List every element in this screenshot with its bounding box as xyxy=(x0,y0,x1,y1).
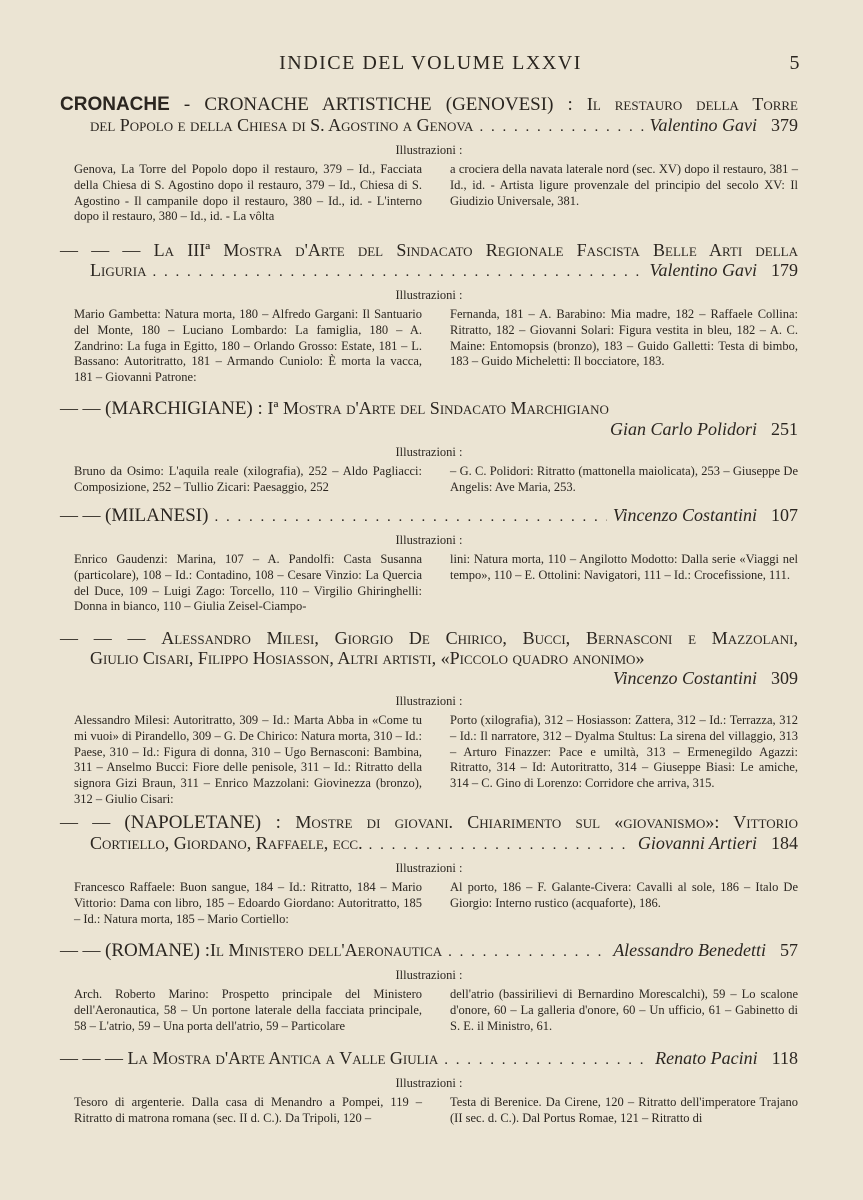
dash-marker: — — xyxy=(60,398,105,418)
entry-author: Vincenzo Costantini xyxy=(612,505,757,525)
illustrations-label: Illustrazioni : xyxy=(395,1076,463,1090)
illustrations-col-1: Tesoro di argenterie. Dalla casa di Menandro a Pompei, 119 – Ritratto di matrona romana (sec. II d. C.). Da Tripoli, 120 – xyxy=(74,1095,422,1125)
running-head-title: INDICE DEL VOLUME LXXVI xyxy=(279,52,582,74)
entry-heading-line xyxy=(60,240,798,260)
illustrations-label: Illustrazioni : xyxy=(395,694,463,708)
entry-author: Renato Pacini xyxy=(655,1048,758,1068)
illustrations-col-1: Francesco Raffaele: Buon sangue, 184 – Id.: Ritratto, 184 – Mario Vittorio: Dama con libro, 185 – Edoardo Giordano: Autoritratto, 185 – Id.: Natura morta, 185 – Mario Cortiello: xyxy=(74,880,422,926)
section-subtitle: (MARCHIGIANE) : xyxy=(105,398,268,419)
entry-heading-line xyxy=(60,1048,798,1070)
entry-title: Il restauro della Torre xyxy=(586,94,798,114)
entry-heading-line xyxy=(60,505,798,527)
entry-title: La IIIª Mostra d'Arte del Sindacato Regionale Fascista Belle Arti della xyxy=(153,240,798,260)
entry-title: Alessandro Milesi, Giorgio De Chirico, Bucci, Bernasconi e Mazzolani, xyxy=(161,628,799,648)
illustrations-col-2: lini: Natura morta, 110 – Angilotto Modotto: Dalla serie «Viaggi nel tempo», 110 – E. Ottolini: Navigatori, 111 – Id.: Crocefissione, 111. xyxy=(450,552,798,582)
dash-marker: — — xyxy=(60,812,125,832)
illustrations-list xyxy=(60,307,798,386)
illustrations-label: Illustrazioni : xyxy=(395,445,463,459)
entry-title: Iª Mostra d'Arte del Sindacato Marchigiano xyxy=(267,398,609,418)
illustrations-col-1: Arch. Roberto Marino: Prospetto principale del Ministero dell'Aeronautica, 58 – Un portone laterale della facciata principale, 58 – L'atrio, 59 – Una porta dell'atrio, 59 – Particolare xyxy=(74,987,422,1033)
entry-author: Valentino Gavi xyxy=(649,260,757,280)
entry-heading-line-2 xyxy=(60,260,798,282)
entry-title-cont: Cortiello, Giordano, Raffaele, ecc. xyxy=(90,833,363,853)
leader-dots xyxy=(448,942,607,962)
entry-title: La Mostra d'Arte Antica a Valle Giulia xyxy=(127,1048,439,1068)
entry-page: 309 xyxy=(771,668,798,688)
dash-marker: — — — xyxy=(60,1048,128,1068)
index-entry-napoletane xyxy=(60,812,798,927)
illustrations-col-1: Enrico Gaudenzi: Marina, 107 – A. Pandolfi: Casta Susanna (particolare), 108 – Id.: Contadino, 108 – Cesare Vinzio: La Quercia del Duce, 109 – Luigi Zago: Torcello, 110 – Virgilio Ghiringhelli: Donna in bianco, 110 – Giulia Zeisel-Ciampo- xyxy=(74,552,422,614)
illustrations-col-2: Al porto, 186 – F. Galante-Civera: Cavalli al sole, 186 – Italo De Giorgio: Interno rustico (acquaforte), 186. xyxy=(450,880,798,910)
illustrations-label: Illustrazioni : xyxy=(395,533,463,547)
illustrations-col-2: dell'atrio (bassirilievi di Bernardino Morescalchi), 59 – Lo scalone d'onore, 60 – La galleria d'onore, 60 – Un ufficio, 61 – Gabinetto di S. E. il Ministro, 61. xyxy=(450,987,798,1033)
index-entry-milanesi xyxy=(60,505,798,615)
entry-heading-line xyxy=(60,94,798,115)
illustrations-label: Illustrazioni : xyxy=(395,288,463,302)
index-entry-genovesi xyxy=(60,94,798,225)
illustrations-label: Illustrazioni : xyxy=(395,143,463,157)
entry-title-cont: del Popolo e della Chiesa di S. Agostino a Genova xyxy=(90,115,474,135)
illustrations-list xyxy=(60,987,798,1034)
running-head xyxy=(60,52,801,82)
entry-heading-line-2 xyxy=(60,833,798,855)
illustrations-col-2: – G. C. Polidori: Ritratto (mattonella maiolicata), 253 – Giuseppe De Angelis: Ave Maria, 253. xyxy=(450,464,798,494)
entry-heading-line xyxy=(60,628,798,648)
illustrations-list xyxy=(60,464,798,496)
leader-dots xyxy=(214,507,606,527)
index-entry-milesi xyxy=(60,628,798,808)
dash-marker: — — xyxy=(60,940,105,960)
illustrations-list xyxy=(60,162,798,225)
entry-page: 184 xyxy=(771,833,798,853)
illustrations-list xyxy=(60,1095,798,1127)
section-title: CRONACHE xyxy=(60,94,170,115)
dash-marker: — — — xyxy=(60,628,162,648)
entry-heading-line xyxy=(60,812,798,833)
entry-byline xyxy=(60,419,798,439)
illustrations-col-2: Porto (xilografia), 312 – Hosiasson: Zattera, 312 – Id.: Terrazza, 312 – Id.: Il narratore, 312 – Dyalma Stultus: La sirena del villaggio, 313 – Arturo Finazzer: Pace e umiltà, 313 – Ermenegildo Agazzi: Ritratto, 314 – Id: Autoritratto, 314 – Giuseppe Biasi: Le amiche, 314 – C. Gino di Lorenzo: Corridore che arriva, 315. xyxy=(450,713,798,791)
section-subtitle: (ROMANE) : xyxy=(105,940,211,961)
entry-title: Il Ministero dell'Aeronautica xyxy=(210,940,443,960)
entry-page: 379 xyxy=(771,115,798,135)
illustrations-list xyxy=(60,880,798,927)
dash-marker: — — xyxy=(60,505,105,525)
illustrations-col-1: Bruno da Osimo: L'aquila reale (xilografia), 252 – Aldo Pagliacci: Composizione, 252 – Tullio Zicari: Paesaggio, 252 xyxy=(74,464,422,494)
entry-title: Mostre di giovani. Chiarimento sul «giovanismo»: Vittorio xyxy=(295,812,799,832)
entry-heading-line xyxy=(60,398,798,419)
entry-title-cont: Giulio Cisari, Filippo Hosiasson, Altri artisti, «Piccolo quadro anonimo» xyxy=(90,648,645,668)
illustrations-col-1: Alessandro Milesi: Autoritratto, 309 – Id.: Marta Abba in «Come tu mi vuoi» di Pirandello, 309 – G. De Chirico: Natura morta, 310 – Id.: Paese, 310 – Id.: Figura di donna, 310 – Ugo Bernasconi: Bambina, 311 – Anselmo Bucci: Fiore delle penisole, 311 – Id.: Ritratto della signora Gizi Braun, 311 – Enrico Mazzolani: Giovinezza (bronzo), 312 – Giulio Cisari: xyxy=(74,713,422,806)
index-entry-valle-giulia xyxy=(60,1048,798,1127)
illustrations-label: Illustrazioni : xyxy=(395,968,463,982)
entry-page: 107 xyxy=(771,505,798,525)
section-subtitle: (MILANESI) xyxy=(105,505,209,526)
entry-author: Giovanni Artieri xyxy=(637,833,757,853)
index-entry-liguria xyxy=(60,240,798,386)
section-subtitle: (NAPOLETANE) : xyxy=(124,812,296,833)
leader-dots xyxy=(444,1050,649,1070)
entry-heading-line xyxy=(60,940,798,962)
entry-page: 251 xyxy=(771,419,798,439)
leader-dots xyxy=(479,117,643,137)
entry-page: 57 xyxy=(780,940,798,960)
index-entry-romane xyxy=(60,940,798,1034)
entry-author: Gian Carlo Polidori xyxy=(609,419,757,439)
illustrations-col-1: Genova, La Torre del Popolo dopo il restauro, 379 – Id., Facciata della Chiesa di S. Agostino dopo il restauro, 379 – Id., Chiesa di S. Agostino - Il campanile dopo il restauro, 380 – Id., id. - L'interno dopo il restauro, 380 – Id., id. - La vôlta xyxy=(74,162,422,224)
entry-byline xyxy=(60,668,798,688)
page-number: 5 xyxy=(789,52,801,74)
entry-page: 179 xyxy=(771,260,798,280)
entry-page: 118 xyxy=(771,1048,798,1068)
dash-marker: — — — xyxy=(60,240,154,260)
entry-author: Valentino Gavi xyxy=(649,115,757,135)
illustrations-col-2: a crociera della navata laterale nord (sec. XV) dopo il restauro, 381 – Id., id. - Artista ligure provenzale del principio del secolo XV: Il Giudizio Universale, 381. xyxy=(450,162,798,208)
section-subtitle: - CRONACHE ARTISTICHE (GENOVESI) : xyxy=(169,94,587,115)
index-entry-marchigiane xyxy=(60,398,798,496)
illustrations-col-1: Mario Gambetta: Natura morta, 180 – Alfredo Gargani: Il Santuario del Monte, 180 – Luciano Lombardo: La famiglia, 180 – A. Zandrino: La fuga in Egitto, 180 – Orlando Grosso: Estate, 181 – L. Bassano: Autoritratto, 181 – Armando Cuniolo: È morta la vacca, 181 – Giovanni Patrone: xyxy=(74,307,422,385)
entry-author: Alessandro Benedetti xyxy=(613,940,766,960)
entry-title-cont: Liguria xyxy=(90,260,147,280)
leader-dots xyxy=(153,262,644,282)
entry-heading-line-2 xyxy=(60,648,798,668)
illustrations-list xyxy=(60,713,798,808)
illustrations-col-2: Fernanda, 181 – A. Barabino: Mia madre, 182 – Raffaele Collina: Ritratto, 182 – Giovanni Solari: Figura vestita in bleu, 182 – A. C. Maine: Entomopsis (bronzo), 183 – Guido Galletti: Testa di bimbo, 183 – Guido Micheletti: Il bocciatore, 183. xyxy=(450,307,798,369)
entry-author: Vincenzo Costantini xyxy=(612,668,757,688)
illustrations-col-2: Testa di Berenice. Da Cirene, 120 – Ritratto dell'imperatore Trajano (II sec. d. C.). Dal Portus Romae, 121 – Ritratto di xyxy=(450,1095,798,1125)
illustrations-list xyxy=(60,552,798,615)
entry-heading-line-2 xyxy=(60,115,798,137)
illustrations-label: Illustrazioni : xyxy=(395,861,463,875)
leader-dots xyxy=(369,835,632,855)
